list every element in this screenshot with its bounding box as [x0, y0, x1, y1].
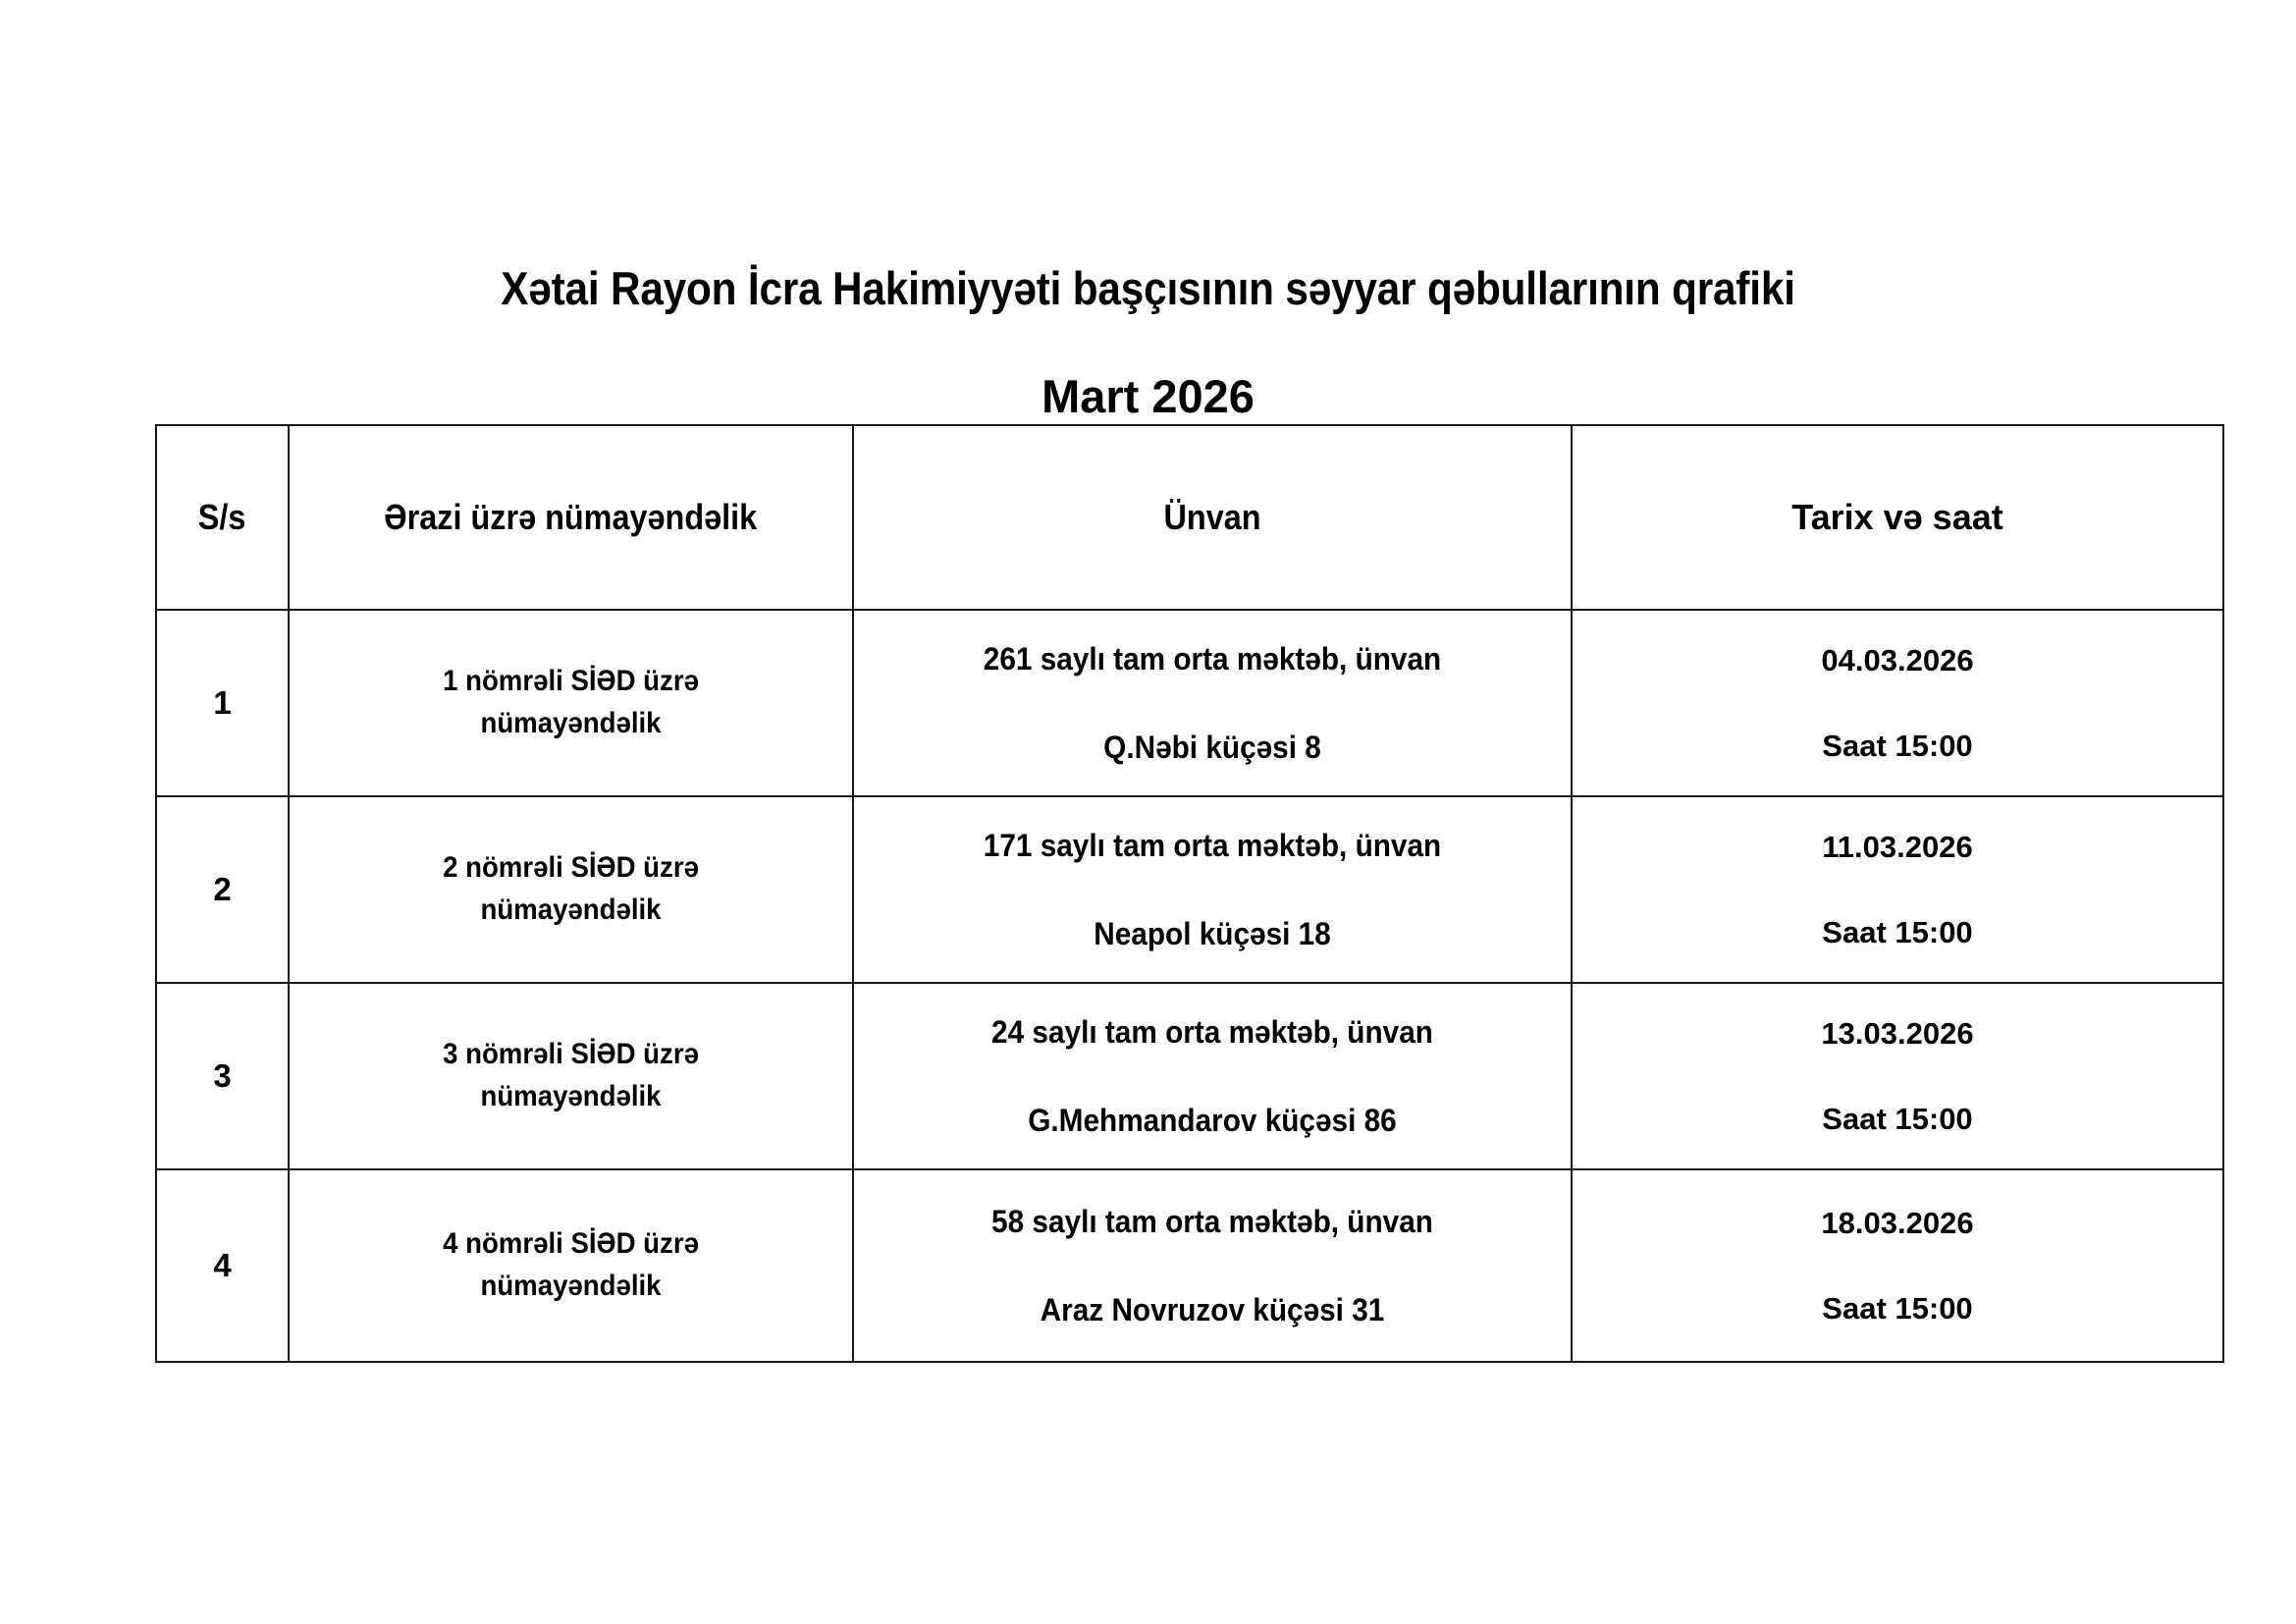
column-header-date	[1572, 425, 2223, 610]
row-date-value: 18.03.2026	[1821, 1205, 1974, 1240]
column-header-number	[156, 425, 289, 610]
row-area-cell	[289, 983, 853, 1169]
table-row	[156, 796, 2223, 983]
row-area-line-1: 2 nömrəli SİƏD üzrə	[443, 851, 699, 885]
column-header-address	[853, 425, 1572, 610]
row-address-line-1: 261 saylı tam orta məktəb, ünvan	[983, 640, 1442, 677]
row-area-line-1: 1 nömrəli SİƏD üzrə	[443, 665, 699, 698]
row-address-cell	[853, 796, 1572, 983]
row-area-line-2: nümayəndəlik	[480, 1080, 662, 1112]
row-date-cell	[1572, 983, 2223, 1169]
row-area-cell	[289, 610, 853, 796]
table-header-row	[156, 425, 2223, 610]
title-block	[0, 263, 2296, 315]
row-address-line-1: 58 saylı tam orta məktəb, ünvan	[991, 1203, 1433, 1239]
row-address-cell	[853, 1169, 1572, 1362]
row-time-value: Saat 15:00	[1822, 915, 1973, 949]
column-header-area	[289, 425, 853, 610]
row-date-cell	[1572, 610, 2223, 796]
row-address-line-2: Neapol küçəsi 18	[1094, 916, 1331, 951]
table-row	[156, 610, 2223, 796]
row-time-value: Saat 15:00	[1822, 1291, 1973, 1326]
row-date-cell	[1572, 796, 2223, 983]
column-header-number-label: S/s	[198, 497, 246, 538]
column-header-area-label: Ərazi üzrə nümayəndəlik	[384, 497, 758, 538]
row-date-value: 13.03.2026	[1821, 1015, 1974, 1051]
row-date-value: 04.03.2026	[1821, 642, 1974, 677]
row-address-line-1: 171 saylı tam orta məktəb, ünvan	[983, 827, 1442, 863]
row-number-cell: 4	[156, 1169, 289, 1362]
row-area-cell	[289, 796, 853, 983]
column-header-address-label: Ünvan	[1163, 497, 1261, 538]
row-date-value: 11.03.2026	[1822, 829, 1973, 864]
table-row	[156, 1169, 2223, 1362]
row-time-value: Saat 15:00	[1822, 1102, 1973, 1136]
column-header-date-label: Tarix və saat	[1791, 497, 2003, 538]
row-area-line-2: nümayəndəlik	[480, 893, 662, 926]
page-subtitle: Mart 2026	[1041, 370, 1255, 422]
row-address-line-2: Q.Nəbi küçəsi 8	[1103, 730, 1321, 765]
row-area-line-1: 3 nömrəli SİƏD üzrə	[443, 1038, 699, 1071]
row-address-line-2: Araz Novruzov küçəsi 31	[1040, 1292, 1385, 1327]
row-address-cell	[853, 610, 1572, 796]
row-area-line-1: 4 nömrəli SİƏD üzrə	[443, 1227, 699, 1261]
row-address-line-1: 24 saylı tam orta məktəb, ünvan	[991, 1013, 1433, 1050]
row-time-value: Saat 15:00	[1822, 729, 1973, 763]
table-row	[156, 983, 2223, 1169]
page-title: Xətai Rayon İcra Hakimiyyəti başçısının səyyar qəbullarının qrafiki	[501, 262, 1795, 314]
row-number-cell: 1	[156, 610, 289, 796]
row-address-line-2: G.Mehmandarov küçəsi 86	[1028, 1103, 1397, 1138]
row-area-line-2: nümayəndəlik	[480, 1270, 662, 1302]
row-number-cell: 3	[156, 983, 289, 1169]
schedule-table	[155, 424, 2224, 1363]
table-body	[156, 610, 2223, 1362]
row-area-cell	[289, 1169, 853, 1362]
table-header	[156, 425, 2223, 610]
row-date-cell	[1572, 1169, 2223, 1362]
row-number-cell: 2	[156, 796, 289, 983]
row-address-cell	[853, 983, 1572, 1169]
row-area-line-2: nümayəndəlik	[480, 707, 662, 739]
